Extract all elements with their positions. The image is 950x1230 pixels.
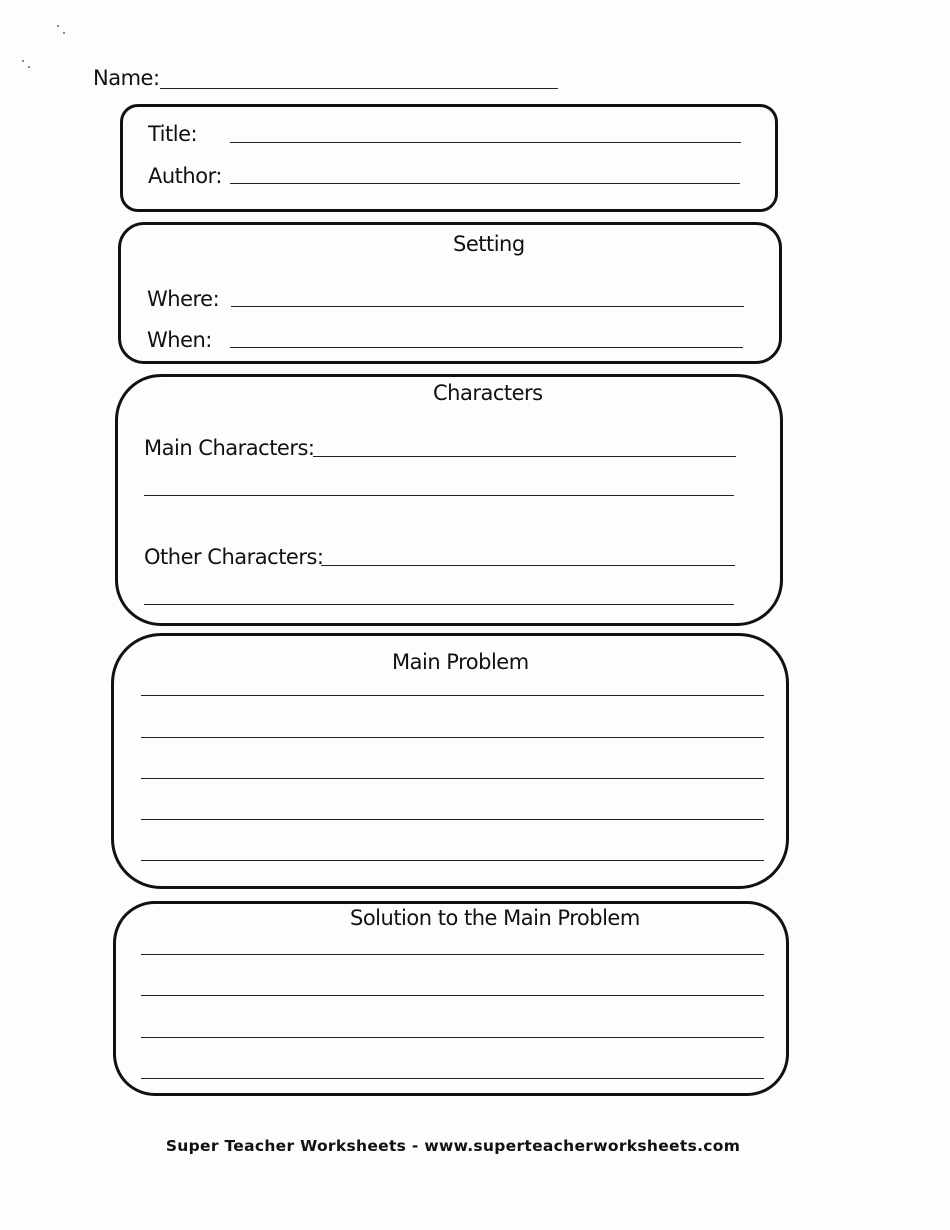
- name-label: Name:: [93, 66, 160, 90]
- other-characters-line-2[interactable]: [144, 604, 734, 605]
- other-characters-label: Other Characters:: [144, 545, 324, 569]
- solution-line-3[interactable]: [141, 1037, 764, 1038]
- scan-speck: [28, 66, 30, 68]
- characters-heading: Characters: [433, 381, 543, 405]
- when-line[interactable]: [230, 347, 743, 348]
- characters-box: [115, 374, 783, 626]
- name-line[interactable]: [160, 88, 558, 89]
- problem-line-3[interactable]: [141, 778, 764, 779]
- title-author-box: [120, 104, 778, 212]
- scan-speck: [63, 32, 65, 34]
- author-label: Author:: [148, 164, 222, 188]
- where-line[interactable]: [231, 306, 744, 307]
- main-characters-line-2[interactable]: [144, 495, 734, 496]
- solution-heading: Solution to the Main Problem: [350, 906, 640, 930]
- scan-speck: [22, 60, 24, 62]
- solution-line-4[interactable]: [141, 1078, 764, 1079]
- solution-box: [113, 901, 789, 1096]
- author-line[interactable]: [230, 183, 740, 184]
- where-label: Where:: [147, 287, 220, 311]
- main-characters-label: Main Characters:: [144, 436, 315, 460]
- setting-heading: Setting: [453, 232, 525, 256]
- solution-line-1[interactable]: [141, 954, 764, 955]
- title-line[interactable]: [230, 142, 741, 143]
- problem-line-5[interactable]: [141, 860, 764, 861]
- main-problem-heading: Main Problem: [392, 650, 529, 674]
- title-label: Title:: [148, 122, 198, 146]
- problem-line-4[interactable]: [141, 819, 764, 820]
- scan-speck: [57, 25, 59, 27]
- when-label: When:: [147, 328, 212, 352]
- footer-credit: Super Teacher Worksheets - www.superteacherworksheets.com: [165, 1137, 741, 1155]
- solution-line-2[interactable]: [141, 995, 764, 996]
- problem-line-2[interactable]: [141, 737, 764, 738]
- main-characters-line-1[interactable]: [313, 456, 736, 457]
- other-characters-line-1[interactable]: [321, 565, 735, 566]
- problem-line-1[interactable]: [141, 695, 764, 696]
